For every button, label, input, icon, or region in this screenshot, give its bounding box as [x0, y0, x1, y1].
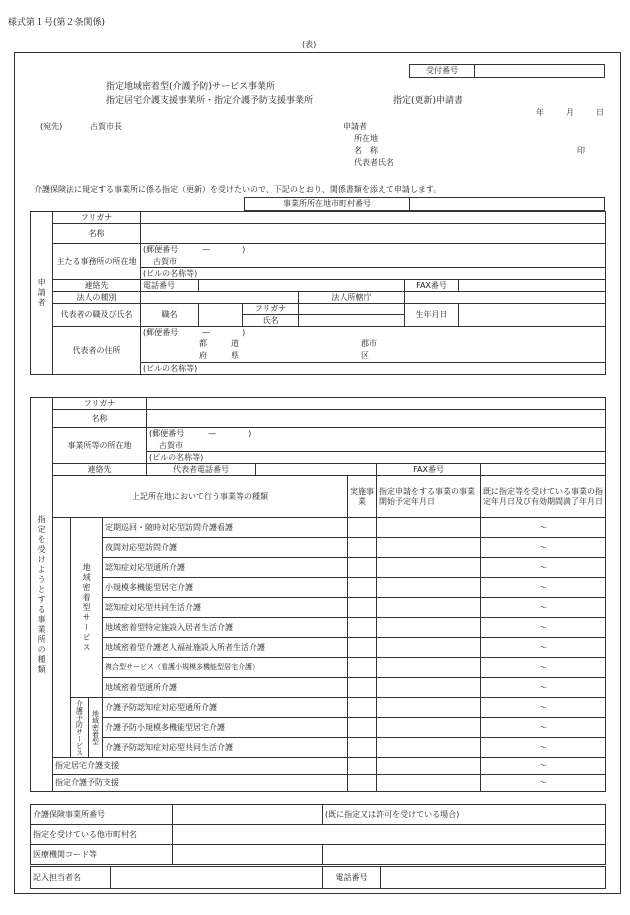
impl-field[interactable]: [348, 618, 377, 638]
name-field[interactable]: [141, 224, 606, 244]
post-label: 職名: [141, 304, 199, 327]
fax-field[interactable]: [459, 280, 606, 292]
start-date-field[interactable]: [377, 598, 481, 618]
applicant-label: 申請者: [343, 122, 367, 131]
ken-label: 県: [231, 350, 239, 360]
furigana-label: フリガナ: [53, 212, 141, 224]
facility-fax-field[interactable]: [481, 464, 606, 476]
services-header: 上記所在地において行う事業等の種類: [53, 476, 348, 518]
rep-tel-label: 代表者電話番号: [147, 464, 256, 476]
postal-code-field[interactable]: (郵便番号 — ): [141, 244, 606, 256]
muni-code-label: 事業所所在地市町村番号: [245, 198, 410, 211]
prefecture-row-1: [141, 339, 606, 351]
group-community-label: 地域密着型サービス: [71, 518, 103, 698]
rep-name-field[interactable]: [299, 315, 405, 327]
start-date-field[interactable]: [377, 718, 481, 738]
birthday-field[interactable]: [459, 304, 606, 327]
impl-field[interactable]: [348, 698, 377, 718]
medical-code-blank: [323, 845, 606, 865]
post-field[interactable]: [199, 304, 243, 327]
start-date-field[interactable]: [377, 758, 481, 775]
person-label: 記入担当者名: [31, 867, 111, 889]
addressee: 古賀市長: [90, 122, 122, 131]
impl-field[interactable]: [348, 518, 377, 538]
start-date-field[interactable]: [377, 678, 481, 698]
title-line1: 指定地域密着型(介護予防)サービス事業所: [106, 82, 276, 92]
person-tel-label: 電話番号: [323, 867, 381, 889]
medical-code-field[interactable]: [173, 845, 323, 865]
facility-furigana-field[interactable]: [147, 398, 606, 410]
start-date-field[interactable]: [377, 558, 481, 578]
period-field[interactable]: ～: [481, 618, 606, 638]
rep-title-label: 代表者の職及び氏名: [53, 304, 141, 327]
group-prevention-label: 介護予防サービス: [71, 698, 89, 758]
date-year: 年: [536, 108, 544, 117]
period-field[interactable]: ～: [481, 558, 606, 578]
impl-field[interactable]: [348, 598, 377, 618]
rep-address-label: 代表者の住所: [53, 327, 141, 375]
muni-code-box: [244, 197, 605, 211]
service-name: 地域密着型通所介護: [103, 678, 348, 698]
main-office-label: 主たる事務所の所在地: [53, 244, 141, 280]
impl-field[interactable]: [348, 658, 377, 678]
koga-city: 古賀市: [141, 256, 606, 268]
col-existing: 既に指定等を受けている事業の指定年月日及び有効期間満了年月日: [481, 476, 606, 518]
service-name: 地域密着型介護老人福祉施設入所者生活介護: [103, 638, 348, 658]
receipt-box: [409, 64, 605, 78]
facility-koga-city: 古賀市: [147, 440, 606, 452]
start-date-field[interactable]: [377, 638, 481, 658]
impl-field[interactable]: [348, 578, 377, 598]
building-field[interactable]: (ビルの名称等): [141, 268, 606, 280]
service-name: 複合型サービス（看護小規模多機能型居宅介護）: [103, 658, 348, 678]
period-field[interactable]: ～: [481, 758, 606, 775]
period-field[interactable]: ～: [481, 518, 606, 538]
service-name: 小規模多機能型居宅介護: [103, 578, 348, 598]
office-address-label: 事業所等の所在地: [53, 428, 147, 464]
person-field[interactable]: [111, 867, 323, 889]
service-name: 認知症対応型共同生活介護: [103, 598, 348, 618]
facility-table: [30, 397, 606, 792]
date-month: 月: [566, 108, 574, 117]
period-field[interactable]: ～: [481, 738, 606, 758]
michi-label: 道: [231, 338, 239, 348]
facility-fax-label: FAX番号: [377, 464, 481, 476]
person-tel-field[interactable]: [381, 867, 606, 889]
insurance-no-label: 介護保険事業所番号: [31, 805, 173, 825]
intro-text: 介護保険法に規定する事業所に係る指定（更新）を受けたいので、下記のとおり、関係書類を添えて申請します。: [34, 185, 442, 194]
rep-furigana-field[interactable]: [299, 304, 405, 315]
contact-label: 連絡先: [53, 280, 141, 292]
form-id: 様式第１号(第２条関係): [8, 18, 106, 28]
to-label: 都: [199, 338, 207, 348]
period-field[interactable]: ～: [481, 578, 606, 598]
period-field[interactable]: ～: [481, 638, 606, 658]
start-date-field[interactable]: [377, 518, 481, 538]
applicant-side-label: 申請者: [31, 212, 53, 375]
start-date-field[interactable]: [377, 775, 481, 792]
other-muni-label: 指定を受けている他市町村名: [31, 825, 173, 845]
impl-field[interactable]: [348, 738, 377, 758]
prefecture-row-2: [141, 351, 606, 363]
bottom-table: [30, 804, 606, 865]
title-line2: 指定居宅介護支援事業所・指定介護予防支援事業所: [106, 96, 314, 106]
col-start: 指定申請をする事業の事業開始予定年月日: [377, 476, 481, 518]
group-community2-label: 地域密着型: [89, 698, 103, 758]
insurance-note: (既に指定又は許可を受けている場合): [323, 805, 606, 825]
corp-type-field[interactable]: [141, 292, 299, 304]
corp-authority-label: 法人所轄庁: [299, 292, 405, 304]
facility-furigana-label: フリガナ: [53, 398, 147, 410]
fax-label: FAX番号: [405, 280, 459, 292]
applicant-address-label: 所在地: [354, 134, 378, 143]
muni-code-field[interactable]: [410, 198, 605, 211]
period-field[interactable]: ～: [481, 598, 606, 618]
tel-label: 電話番号: [141, 280, 199, 292]
rep-furigana-label: フリガナ: [243, 304, 299, 315]
corp-type-label: 法人の種別: [53, 292, 141, 304]
medical-code-label: 医療機関コード等: [31, 845, 173, 865]
name-label: 名称: [53, 224, 141, 244]
receipt-number-field[interactable]: [475, 65, 605, 78]
start-date-field[interactable]: [377, 738, 481, 758]
start-date-field[interactable]: [377, 618, 481, 638]
period-field[interactable]: ～: [481, 538, 606, 558]
facility-contact-label: 連絡先: [53, 464, 147, 476]
side-label: (表): [302, 40, 317, 49]
facility-name-label: 名称: [53, 410, 147, 428]
insurance-no-field[interactable]: [173, 805, 323, 825]
person-table: [30, 866, 606, 889]
service-name: 指定居宅介護支援: [53, 758, 348, 775]
facility-building-field[interactable]: (ビルの名称等): [147, 452, 606, 464]
facility-name-field[interactable]: [147, 410, 606, 428]
service-name: 定期巡回・随時対応型訪問介護看護: [103, 518, 348, 538]
corp-authority-field[interactable]: [405, 292, 606, 304]
impl-field[interactable]: [348, 638, 377, 658]
rep-tel-field[interactable]: [256, 464, 377, 476]
service-name: 介護予防認知症対応型共同生活介護: [103, 738, 348, 758]
rep-building-field[interactable]: (ビルの名称等): [141, 363, 606, 375]
start-date-field[interactable]: [377, 698, 481, 718]
impl-field[interactable]: [348, 718, 377, 738]
service-name: 認知症対応型通所介護: [103, 558, 348, 578]
applicant-table: [30, 211, 606, 375]
start-date-field[interactable]: [377, 578, 481, 598]
period-field[interactable]: ～: [481, 678, 606, 698]
other-muni-field[interactable]: [173, 825, 606, 845]
applicant-name-label: 名 称: [354, 146, 378, 155]
impl-field[interactable]: [348, 538, 377, 558]
ku-label: 区: [361, 350, 369, 360]
title-line3: 指定(更新)申請書: [393, 96, 464, 106]
fu-label: 府: [199, 350, 207, 360]
receipt-label: 受付番号: [410, 65, 475, 78]
impl-field[interactable]: [348, 775, 377, 792]
applicant-rep-label: 代表者氏名: [354, 158, 394, 167]
period-field[interactable]: ～: [481, 698, 606, 718]
service-name: 夜間対応型訪問介護: [103, 538, 348, 558]
period-field[interactable]: ～: [481, 658, 606, 678]
facility-side-label: 指定を受けようとする事業所の種類: [31, 398, 53, 792]
impl-field[interactable]: [348, 558, 377, 578]
start-date-field[interactable]: [377, 538, 481, 558]
rep-postal-field[interactable]: (郵便番号 — ): [141, 327, 606, 339]
facility-postal-field[interactable]: (郵便番号 — ): [147, 428, 606, 440]
period-field[interactable]: ～: [481, 775, 606, 792]
addressee-label: (宛先): [40, 122, 63, 131]
period-field[interactable]: ～: [481, 718, 606, 738]
birthday-label: 生年月日: [405, 304, 459, 327]
rep-name-label: 氏名: [243, 315, 299, 327]
impl-field[interactable]: [348, 678, 377, 698]
start-date-field[interactable]: [377, 658, 481, 678]
tel-field[interactable]: [199, 280, 405, 292]
seal-mark: 印: [577, 146, 585, 155]
gun-label: 郡市: [361, 338, 377, 348]
impl-field[interactable]: [348, 758, 377, 775]
service-name: 介護予防小規模多機能型居宅介護: [103, 718, 348, 738]
col-impl: 実施事業: [348, 476, 377, 518]
service-name: 介護予防認知症対応型通所介護: [103, 698, 348, 718]
service-name: 地域密着型特定施設入居者生活介護: [103, 618, 348, 638]
date-day: 日: [596, 108, 604, 117]
furigana-field[interactable]: [141, 212, 606, 224]
service-name: 指定介護予防支援: [53, 775, 348, 792]
